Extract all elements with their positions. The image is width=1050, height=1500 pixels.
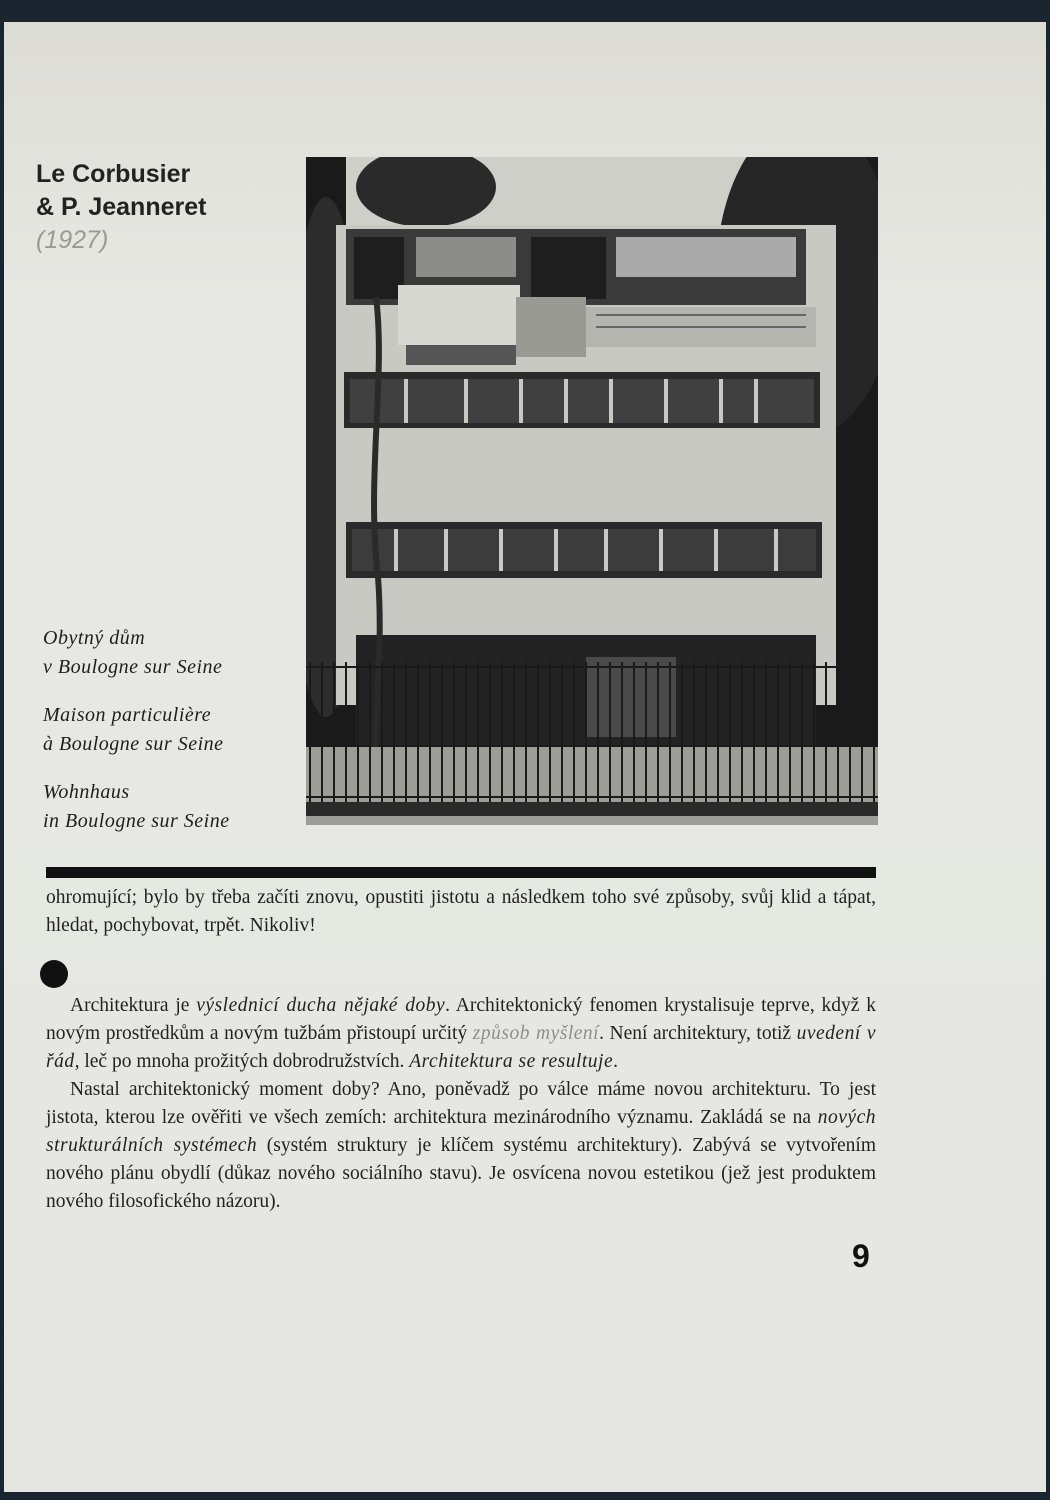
p1-text-b: . Architektonický fenomen krystalisuje teprve, když k novým prostředkům a novým tužbám přistoupí určitý: [46, 995, 876, 1044]
p2-text-a: Nastal architektonický moment doby? Ano, poněvadž po válce máme novou architekturu. To jest jistota, kterou lze ověřiti ve všech zemích: architektura mezinárodního významu. Zakládá se na: [46, 1079, 876, 1128]
author-line-1: Le Corbusier: [36, 160, 191, 188]
caption-french-line-1: Maison particulière: [43, 704, 212, 726]
house-illustration: [306, 157, 878, 825]
photo-captions: [43, 624, 293, 855]
p1-emphasis-1: výslednicí ducha nějaké doby: [196, 995, 446, 1016]
p1-text-e: .: [613, 1051, 618, 1072]
caption-french: [43, 701, 293, 759]
author-heading: [36, 158, 276, 257]
house-photograph: [306, 157, 878, 825]
p2-emphasis-1: nových strukturálních systémech: [46, 1107, 876, 1156]
intro-paragraph: [46, 884, 876, 940]
caption-german-line-1: Wohnhaus: [43, 781, 130, 803]
p1-text-c: . Není architektury, totiž: [599, 1023, 797, 1044]
author-year: (1927): [36, 226, 109, 254]
caption-german: [43, 778, 293, 836]
caption-czech: [43, 624, 293, 682]
p1-emphasis-3: uvedení v řád: [46, 1023, 876, 1072]
p1-emphasis-2: způsob myšlení: [472, 1023, 600, 1044]
caption-french-line-2: à Boulogne sur Seine: [43, 733, 224, 755]
intro-text: ohromující; bylo by třeba začíti znovu, opustiti jistotu a následkem toho své způsoby, svůj klid a tápat, hledat, pochybovat, trpět. Nikoliv!: [46, 887, 876, 936]
main-section: [46, 992, 876, 1216]
p1-text-d: , leč po mnoha prožitých dobrodružstvích.: [74, 1051, 410, 1072]
caption-german-line-2: in Boulogne sur Seine: [43, 810, 230, 832]
caption-czech-line-2: v Boulogne sur Seine: [43, 656, 223, 678]
page-number: 9: [852, 1238, 870, 1274]
author-line-2: & P. Jeanneret: [36, 193, 207, 221]
section-bullet: [40, 960, 68, 988]
caption-czech-line-1: Obytný dům: [43, 627, 146, 649]
paragraph-2: [46, 1076, 876, 1216]
paragraph-1: [46, 992, 876, 1076]
p1-emphasis-4: Architektura se resultuje: [409, 1051, 614, 1072]
p2-text-b: (systém struktury je klíčem systému architektury). Zabývá se vytvořením nového plánu obydlí (důkaz nového sociálního stavu). Je osvícena novou estetikou (jež jest produktem nového filosofického názoru).: [46, 1135, 877, 1212]
p1-text-a: Architektura je: [70, 995, 197, 1016]
divider-rule: [46, 867, 876, 878]
